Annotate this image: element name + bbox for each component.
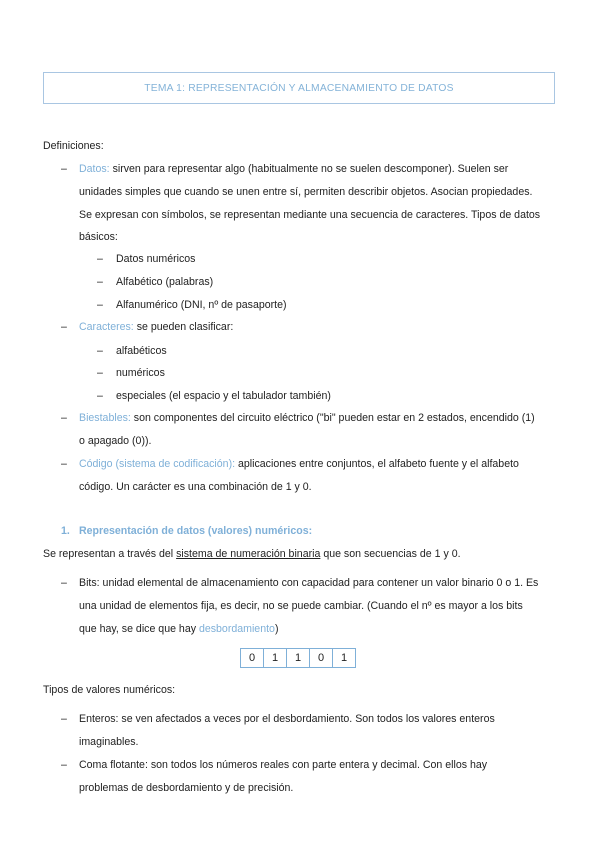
bits-line-3: [79, 622, 278, 636]
bullet-dash: –: [61, 163, 67, 175]
document-title: TEMA 1: REPRESENTACIÓN Y ALMACENAMIENTO DE DATOS: [43, 72, 555, 104]
bullet-dash: –: [61, 577, 67, 589]
caracteres-tipo-item: numéricos: [116, 367, 165, 379]
datos-line-4: básicos:: [79, 231, 118, 243]
codigo-line-2: código. Un carácter es una combinación de 1 y 0.: [79, 481, 312, 493]
intro-pre: Se representan a través del: [43, 548, 177, 560]
caracteres-line: [79, 320, 233, 334]
biestables-line-1: [79, 411, 535, 425]
biestables-line-2: o apagado (0)).: [79, 435, 152, 447]
caracteres-text: se pueden clasificar:: [133, 321, 234, 333]
bullet-dash: –: [97, 390, 103, 402]
biestables-text-1: son componentes del circuito eléctrico ("bi" pueden estar en 2 estados, encendido (1): [130, 412, 535, 424]
bits-line-3-post: ): [274, 623, 279, 635]
bullet-dash: –: [97, 253, 103, 265]
bullet-dash: –: [61, 759, 67, 771]
bit-table: [240, 648, 356, 668]
desbordamiento-term: desbordamiento: [198, 623, 275, 635]
tipos-label: Tipos de valores numéricos:: [43, 684, 176, 696]
enteros-line-2: imaginables.: [79, 736, 139, 748]
bit-cell: 1: [264, 649, 287, 668]
datos-term: Datos:: [79, 163, 110, 175]
caracteres-tipo-item: especiales (el espacio y el tabulador también): [116, 390, 331, 402]
section-heading: Representación de datos (valores) numéricos:: [79, 525, 313, 537]
bullet-dash: –: [61, 458, 67, 470]
bullet-dash: –: [97, 367, 103, 379]
codigo-term: Código (sistema de codificación):: [79, 458, 236, 470]
bullet-dash: –: [97, 276, 103, 288]
coma-line-1: Coma flotante: son todos los números reales con parte entera y decimal. Con ellos hay: [79, 759, 488, 771]
bits-line-2: una unidad de elementos fija, es decir, no se puede cambiar. (Cuando el nº es mayor a los bits: [79, 600, 523, 612]
codigo-text-1: aplicaciones entre conjuntos, el alfabeto fuente y el alfabeto: [235, 458, 519, 470]
bullet-dash: –: [97, 345, 103, 357]
bits-line-1: Bits: unidad elemental de almacenamiento con capacidad para contener un valor binario 0 o 1. Es: [79, 577, 539, 589]
intro-post: que son secuencias de 1 y 0.: [320, 548, 461, 560]
datos-tipo-item: Alfabético (palabras): [116, 276, 214, 288]
bit-cell: 0: [310, 649, 333, 668]
caracteres-term: Caracteres:: [79, 321, 134, 333]
datos-tipo-item: Alfanumérico (DNI, nº de pasaporte): [116, 299, 287, 311]
biestables-term: Biestables:: [79, 412, 131, 424]
intro-link: sistema de numeración binaria: [176, 548, 321, 560]
bullet-dash: –: [61, 321, 67, 333]
caracteres-tipo-item: alfabéticos: [116, 345, 167, 357]
datos-tipo-item: Datos numéricos: [116, 253, 196, 265]
section-number: 1.: [61, 525, 70, 537]
section-intro: [43, 547, 461, 561]
bullet-dash: –: [61, 713, 67, 725]
bit-cell: 1: [333, 649, 356, 668]
enteros-line-1: Enteros: se ven afectados a veces por el desbordamiento. Son todos los valores enteros: [79, 713, 495, 725]
datos-line-3: Se expresan con símbolos, se representan mediante una secuencia de caracteres. Tipos de datos: [79, 209, 541, 221]
bit-cell: 0: [241, 649, 264, 668]
bullet-dash: –: [61, 412, 67, 424]
bit-cell: 1: [287, 649, 310, 668]
datos-text-1: sirven para representar algo (habitualmente no se suelen descomponer). Suelen ser: [109, 163, 509, 175]
coma-line-2: problemas de desbordamiento y de precisión.: [79, 782, 294, 794]
bits-line-3-pre: que hay, se dice que hay: [79, 623, 199, 635]
codigo-line-1: [79, 457, 519, 471]
definitions-label: Definiciones:: [43, 140, 104, 152]
bullet-dash: –: [97, 299, 103, 311]
datos-line-2: unidades simples que cuando se unen entre sí, permiten describir objetos. Asocian propiedades.: [79, 186, 533, 198]
datos-line-1: [79, 162, 508, 176]
